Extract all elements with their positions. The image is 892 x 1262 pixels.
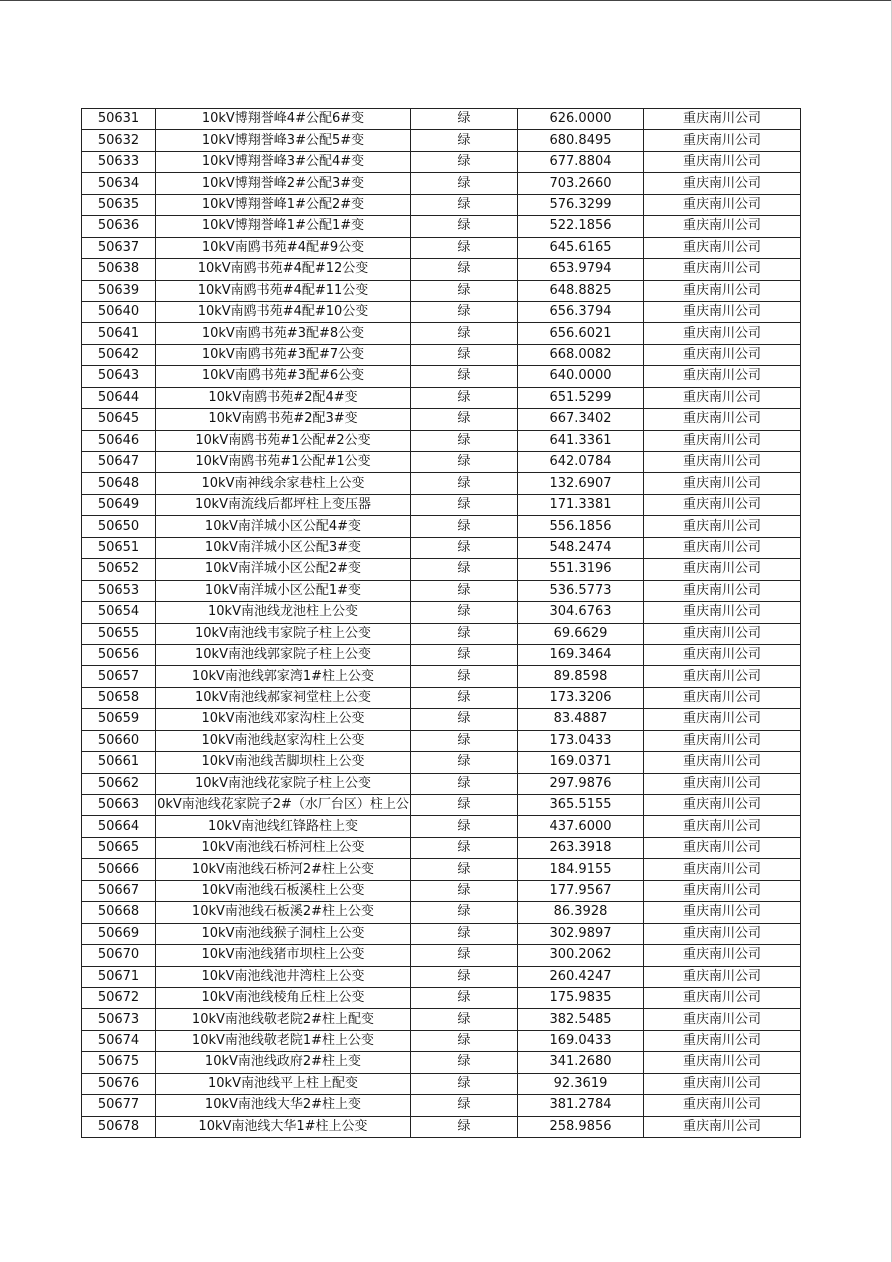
table-row: [82, 644, 801, 665]
cell-company: 重庆南川公司: [644, 537, 801, 558]
cell-value: 86.3928: [518, 902, 644, 923]
cell-company: 重庆南川公司: [644, 344, 801, 365]
cell-company: 重庆南川公司: [644, 516, 801, 537]
cell-value: 169.3464: [518, 644, 644, 665]
cell-company: 重庆南川公司: [644, 1030, 801, 1051]
cell-name: 10kV博翔誉峰4#公配6#变: [156, 109, 411, 130]
cell-color: 绿: [411, 109, 518, 130]
cell-company: 重庆南川公司: [644, 816, 801, 837]
cell-id: 50654: [82, 602, 156, 623]
cell-company: 重庆南川公司: [644, 709, 801, 730]
cell-color: 绿: [411, 709, 518, 730]
cell-company: 重庆南川公司: [644, 795, 801, 816]
table-row: [82, 816, 801, 837]
cell-name: 10kV南洋城小区公配3#变: [156, 537, 411, 558]
cell-id: 50657: [82, 666, 156, 687]
cell-value: 169.0371: [518, 752, 644, 773]
cell-company: 重庆南川公司: [644, 323, 801, 344]
cell-color: 绿: [411, 151, 518, 172]
cell-color: 绿: [411, 237, 518, 258]
cell-company: 重庆南川公司: [644, 666, 801, 687]
cell-value: 92.3619: [518, 1073, 644, 1094]
cell-company: 重庆南川公司: [644, 752, 801, 773]
table-row: [82, 109, 801, 130]
cell-id: 50632: [82, 130, 156, 151]
cell-color: 绿: [411, 516, 518, 537]
cell-color: 绿: [411, 259, 518, 280]
table-row: [82, 966, 801, 987]
cell-id: 50642: [82, 344, 156, 365]
table-row: [82, 880, 801, 901]
cell-color: 绿: [411, 173, 518, 194]
cell-value: 260.4247: [518, 966, 644, 987]
cell-color: 绿: [411, 644, 518, 665]
cell-color: 绿: [411, 1116, 518, 1137]
cell-company: 重庆南川公司: [644, 387, 801, 408]
cell-name: 10kV南池线敬老院2#柱上配变: [156, 1009, 411, 1030]
table-row: [82, 151, 801, 172]
cell-color: 绿: [411, 666, 518, 687]
cell-value: 651.5299: [518, 387, 644, 408]
cell-name: 10kV南池线平上柱上配变: [156, 1073, 411, 1094]
cell-color: 绿: [411, 344, 518, 365]
table-row: [82, 1116, 801, 1137]
table-row: [82, 1095, 801, 1116]
table-row: [82, 730, 801, 751]
table-row: [82, 602, 801, 623]
cell-name: 10kV南池线石板溪柱上公变: [156, 880, 411, 901]
cell-value: 703.2660: [518, 173, 644, 194]
cell-value: 173.0433: [518, 730, 644, 751]
table-row: [82, 945, 801, 966]
cell-name: 10kV南池线大华1#柱上公变: [156, 1116, 411, 1137]
cell-color: 绿: [411, 1030, 518, 1051]
table-row: [82, 301, 801, 322]
cell-name: 10kV南池线猪市坝柱上公变: [156, 945, 411, 966]
cell-name: 10kV南池线政府2#柱上变: [156, 1052, 411, 1073]
cell-name: 10kV南流线后都坪柱上变压器: [156, 494, 411, 515]
table-row: [82, 473, 801, 494]
cell-company: 重庆南川公司: [644, 109, 801, 130]
cell-value: 668.0082: [518, 344, 644, 365]
cell-color: 绿: [411, 366, 518, 387]
cell-value: 177.9567: [518, 880, 644, 901]
cell-company: 重庆南川公司: [644, 966, 801, 987]
cell-value: 680.8495: [518, 130, 644, 151]
cell-name: 10kV南池线花家院子柱上公变: [156, 773, 411, 794]
cell-color: 绿: [411, 945, 518, 966]
cell-id: 50663: [82, 795, 156, 816]
cell-id: 50669: [82, 923, 156, 944]
cell-company: 重庆南川公司: [644, 987, 801, 1008]
table-row: [82, 259, 801, 280]
cell-name: 0kV南池线花家院子2#（水厂台区）柱上公: [156, 795, 411, 816]
table-row: [82, 537, 801, 558]
table-row: [82, 323, 801, 344]
cell-name: 10kV南池线红锋路柱上变: [156, 816, 411, 837]
cell-name: 10kV南鸥书苑#4配#9公变: [156, 237, 411, 258]
table-row: [82, 1009, 801, 1030]
table-row: [82, 666, 801, 687]
cell-value: 626.0000: [518, 109, 644, 130]
cell-color: 绿: [411, 580, 518, 601]
cell-color: 绿: [411, 559, 518, 580]
cell-color: 绿: [411, 473, 518, 494]
cell-name: 10kV南池线池井湾柱上公变: [156, 966, 411, 987]
cell-company: 重庆南川公司: [644, 602, 801, 623]
cell-company: 重庆南川公司: [644, 430, 801, 451]
cell-name: 10kV南鸥书苑#4配#10公变: [156, 301, 411, 322]
cell-color: 绿: [411, 452, 518, 473]
cell-id: 50656: [82, 644, 156, 665]
cell-company: 重庆南川公司: [644, 173, 801, 194]
cell-value: 171.3381: [518, 494, 644, 515]
table-row: [82, 344, 801, 365]
cell-name: 10kV博翔誉峰3#公配4#变: [156, 151, 411, 172]
cell-name: 10kV南鸥书苑#4配#11公变: [156, 280, 411, 301]
cell-id: 50651: [82, 537, 156, 558]
cell-value: 341.2680: [518, 1052, 644, 1073]
cell-value: 556.1856: [518, 516, 644, 537]
cell-value: 365.5155: [518, 795, 644, 816]
cell-color: 绿: [411, 323, 518, 344]
table-row: [82, 280, 801, 301]
cell-company: 重庆南川公司: [644, 194, 801, 215]
cell-id: 50672: [82, 987, 156, 1008]
table-row: [82, 987, 801, 1008]
cell-company: 重庆南川公司: [644, 902, 801, 923]
cell-value: 437.6000: [518, 816, 644, 837]
cell-company: 重庆南川公司: [644, 773, 801, 794]
cell-id: 50639: [82, 280, 156, 301]
cell-id: 50644: [82, 387, 156, 408]
cell-value: 677.8804: [518, 151, 644, 172]
cell-id: 50643: [82, 366, 156, 387]
table-body: [82, 109, 801, 1138]
cell-company: 重庆南川公司: [644, 644, 801, 665]
cell-company: 重庆南川公司: [644, 280, 801, 301]
cell-company: 重庆南川公司: [644, 1073, 801, 1094]
cell-color: 绿: [411, 301, 518, 322]
cell-name: 10kV南鸥书苑#3配#7公变: [156, 344, 411, 365]
cell-name: 10kV南鸥书苑#3配#6公变: [156, 366, 411, 387]
cell-id: 50631: [82, 109, 156, 130]
cell-value: 173.3206: [518, 687, 644, 708]
cell-color: 绿: [411, 387, 518, 408]
cell-id: 50645: [82, 409, 156, 430]
table-row: [82, 687, 801, 708]
table-row: [82, 430, 801, 451]
cell-company: 重庆南川公司: [644, 473, 801, 494]
cell-name: 10kV南池线猴子洞柱上公变: [156, 923, 411, 944]
cell-color: 绿: [411, 1073, 518, 1094]
table-row: [82, 752, 801, 773]
cell-name: 10kV南池线苦脚坝柱上公变: [156, 752, 411, 773]
cell-id: 50678: [82, 1116, 156, 1137]
cell-name: 10kV南池线韦家院子柱上公变: [156, 623, 411, 644]
table-row: [82, 859, 801, 880]
cell-id: 50653: [82, 580, 156, 601]
cell-name: 10kV南神线余家巷柱上公变: [156, 473, 411, 494]
cell-company: 重庆南川公司: [644, 1116, 801, 1137]
cell-name: 10kV南池线龙池柱上公变: [156, 602, 411, 623]
cell-name: 10kV南池线赵家沟柱上公变: [156, 730, 411, 751]
cell-value: 551.3196: [518, 559, 644, 580]
cell-company: 重庆南川公司: [644, 237, 801, 258]
table-row: [82, 216, 801, 237]
cell-color: 绿: [411, 537, 518, 558]
cell-id: 50640: [82, 301, 156, 322]
cell-company: 重庆南川公司: [644, 409, 801, 430]
cell-name: 10kV南池线郭家院子柱上公变: [156, 644, 411, 665]
cell-value: 645.6165: [518, 237, 644, 258]
table-row: [82, 795, 801, 816]
cell-name: 10kV博翔誉峰2#公配3#变: [156, 173, 411, 194]
cell-name: 10kV南鸥书苑#3配#8公变: [156, 323, 411, 344]
cell-color: 绿: [411, 1052, 518, 1073]
cell-name: 10kV博翔誉峰1#公配2#变: [156, 194, 411, 215]
cell-company: 重庆南川公司: [644, 216, 801, 237]
cell-id: 50677: [82, 1095, 156, 1116]
cell-name: 10kV南洋城小区公配4#变: [156, 516, 411, 537]
table-row: [82, 387, 801, 408]
cell-color: 绿: [411, 966, 518, 987]
cell-value: 522.1856: [518, 216, 644, 237]
table-row: [82, 773, 801, 794]
cell-name: 10kV南洋城小区公配2#变: [156, 559, 411, 580]
cell-name: 10kV南鸥书苑#1公配#1公变: [156, 452, 411, 473]
cell-color: 绿: [411, 752, 518, 773]
cell-value: 548.2474: [518, 537, 644, 558]
table-row: [82, 1052, 801, 1073]
cell-color: 绿: [411, 795, 518, 816]
cell-color: 绿: [411, 816, 518, 837]
cell-id: 50650: [82, 516, 156, 537]
cell-color: 绿: [411, 216, 518, 237]
cell-company: 重庆南川公司: [644, 623, 801, 644]
cell-color: 绿: [411, 730, 518, 751]
cell-color: 绿: [411, 1095, 518, 1116]
cell-company: 重庆南川公司: [644, 1095, 801, 1116]
cell-id: 50637: [82, 237, 156, 258]
cell-id: 50665: [82, 837, 156, 858]
cell-name: 10kV南池线郭家湾1#柱上公变: [156, 666, 411, 687]
cell-color: 绿: [411, 1009, 518, 1030]
cell-value: 169.0433: [518, 1030, 644, 1051]
cell-name: 10kV南池线大华2#柱上变: [156, 1095, 411, 1116]
cell-value: 297.9876: [518, 773, 644, 794]
cell-name: 10kV南池线郝家祠堂柱上公变: [156, 687, 411, 708]
cell-value: 656.3794: [518, 301, 644, 322]
cell-company: 重庆南川公司: [644, 923, 801, 944]
cell-id: 50636: [82, 216, 156, 237]
cell-value: 656.6021: [518, 323, 644, 344]
cell-name: 10kV博翔誉峰1#公配1#变: [156, 216, 411, 237]
cell-company: 重庆南川公司: [644, 687, 801, 708]
cell-name: 10kV南池线棱角丘柱上公变: [156, 987, 411, 1008]
cell-id: 50648: [82, 473, 156, 494]
cell-id: 50660: [82, 730, 156, 751]
cell-value: 382.5485: [518, 1009, 644, 1030]
cell-color: 绿: [411, 602, 518, 623]
cell-color: 绿: [411, 687, 518, 708]
cell-value: 536.5773: [518, 580, 644, 601]
cell-id: 50634: [82, 173, 156, 194]
cell-id: 50655: [82, 623, 156, 644]
cell-value: 175.9835: [518, 987, 644, 1008]
cell-company: 重庆南川公司: [644, 301, 801, 322]
cell-color: 绿: [411, 923, 518, 944]
cell-value: 648.8825: [518, 280, 644, 301]
table-row: [82, 130, 801, 151]
cell-color: 绿: [411, 987, 518, 1008]
cell-company: 重庆南川公司: [644, 452, 801, 473]
cell-name: 10kV南鸥书苑#4配#12公变: [156, 259, 411, 280]
cell-color: 绿: [411, 494, 518, 515]
cell-id: 50666: [82, 859, 156, 880]
cell-company: 重庆南川公司: [644, 259, 801, 280]
cell-value: 132.6907: [518, 473, 644, 494]
cell-id: 50633: [82, 151, 156, 172]
table-row: [82, 409, 801, 430]
table-row: [82, 237, 801, 258]
cell-value: 302.9897: [518, 923, 644, 944]
cell-company: 重庆南川公司: [644, 130, 801, 151]
cell-company: 重庆南川公司: [644, 945, 801, 966]
cell-name: 10kV南鸥书苑#2配3#变: [156, 409, 411, 430]
cell-company: 重庆南川公司: [644, 559, 801, 580]
cell-id: 50670: [82, 945, 156, 966]
cell-company: 重庆南川公司: [644, 837, 801, 858]
cell-id: 50671: [82, 966, 156, 987]
cell-color: 绿: [411, 859, 518, 880]
cell-color: 绿: [411, 902, 518, 923]
cell-id: 50661: [82, 752, 156, 773]
cell-name: 10kV博翔誉峰3#公配5#变: [156, 130, 411, 151]
cell-color: 绿: [411, 430, 518, 451]
cell-name: 10kV南洋城小区公配1#变: [156, 580, 411, 601]
table-row: [82, 366, 801, 387]
cell-id: 50676: [82, 1073, 156, 1094]
cell-name: 10kV南池线邓家沟柱上公变: [156, 709, 411, 730]
table-row: [82, 1030, 801, 1051]
cell-name: 10kV南池线石桥河柱上公变: [156, 837, 411, 858]
table-row: [82, 709, 801, 730]
cell-id: 50641: [82, 323, 156, 344]
cell-id: 50664: [82, 816, 156, 837]
cell-color: 绿: [411, 880, 518, 901]
cell-color: 绿: [411, 194, 518, 215]
cell-value: 641.3361: [518, 430, 644, 451]
cell-company: 重庆南川公司: [644, 151, 801, 172]
table-row: [82, 516, 801, 537]
table-row: [82, 173, 801, 194]
cell-name: 10kV南鸥书苑#1公配#2公变: [156, 430, 411, 451]
table-row: [82, 623, 801, 644]
cell-color: 绿: [411, 130, 518, 151]
cell-company: 重庆南川公司: [644, 859, 801, 880]
cell-value: 304.6763: [518, 602, 644, 623]
cell-id: 50647: [82, 452, 156, 473]
table-row: [82, 559, 801, 580]
table-row: [82, 452, 801, 473]
cell-company: 重庆南川公司: [644, 1009, 801, 1030]
cell-id: 50675: [82, 1052, 156, 1073]
cell-company: 重庆南川公司: [644, 730, 801, 751]
cell-value: 83.4887: [518, 709, 644, 730]
cell-color: 绿: [411, 773, 518, 794]
table-row: [82, 902, 801, 923]
cell-id: 50668: [82, 902, 156, 923]
table-row: [82, 1073, 801, 1094]
cell-name: 10kV南池线敬老院1#柱上公变: [156, 1030, 411, 1051]
cell-color: 绿: [411, 837, 518, 858]
table-row: [82, 837, 801, 858]
cell-color: 绿: [411, 409, 518, 430]
table-row: [82, 923, 801, 944]
cell-value: 69.6629: [518, 623, 644, 644]
cell-company: 重庆南川公司: [644, 1052, 801, 1073]
cell-value: 300.2062: [518, 945, 644, 966]
cell-value: 381.2784: [518, 1095, 644, 1116]
cell-id: 50649: [82, 494, 156, 515]
cell-name: 10kV南池线石桥河2#柱上公变: [156, 859, 411, 880]
cell-id: 50659: [82, 709, 156, 730]
cell-value: 640.0000: [518, 366, 644, 387]
cell-value: 184.9155: [518, 859, 644, 880]
cell-color: 绿: [411, 623, 518, 644]
cell-value: 642.0784: [518, 452, 644, 473]
cell-name: 10kV南鸥书苑#2配4#变: [156, 387, 411, 408]
cell-id: 50667: [82, 880, 156, 901]
cell-color: 绿: [411, 280, 518, 301]
cell-company: 重庆南川公司: [644, 494, 801, 515]
cell-id: 50674: [82, 1030, 156, 1051]
cell-id: 50646: [82, 430, 156, 451]
cell-value: 263.3918: [518, 837, 644, 858]
table-row: [82, 194, 801, 215]
cell-id: 50638: [82, 259, 156, 280]
cell-value: 258.9856: [518, 1116, 644, 1137]
cell-company: 重庆南川公司: [644, 366, 801, 387]
cell-id: 50662: [82, 773, 156, 794]
cell-value: 667.3402: [518, 409, 644, 430]
cell-id: 50673: [82, 1009, 156, 1030]
cell-company: 重庆南川公司: [644, 580, 801, 601]
cell-id: 50658: [82, 687, 156, 708]
transformer-table: [81, 108, 801, 1138]
cell-company: 重庆南川公司: [644, 880, 801, 901]
cell-value: 653.9794: [518, 259, 644, 280]
table-row: [82, 494, 801, 515]
table-row: [82, 580, 801, 601]
cell-value: 576.3299: [518, 194, 644, 215]
cell-value: 89.8598: [518, 666, 644, 687]
cell-id: 50635: [82, 194, 156, 215]
cell-id: 50652: [82, 559, 156, 580]
cell-name: 10kV南池线石板溪2#柱上公变: [156, 902, 411, 923]
page-top-rule: [0, 0, 892, 1]
